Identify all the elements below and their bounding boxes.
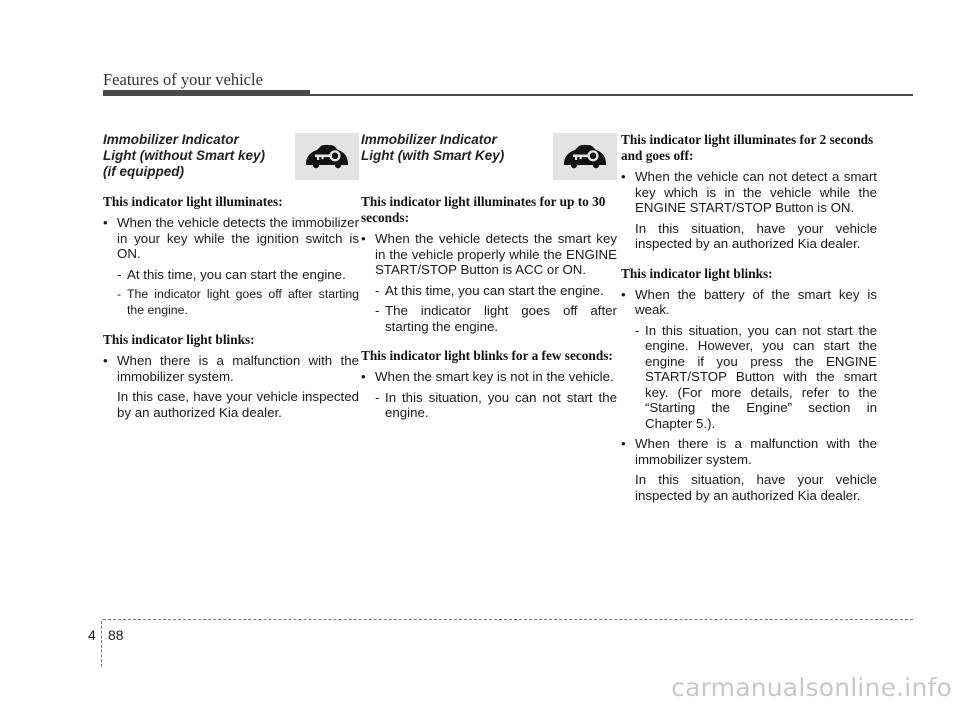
immobilizer-key-car-icon [295,133,359,180]
sub-item: - At this time, you can start the engine. [117,266,346,282]
list-item: • When the smart key is not in the vehicle. [361,369,614,384]
column-immobilizer-with-smart-key [361,132,617,426]
paragraph: In this situation, have your vehicle inspected by an authorized Kia dealer. [635,472,877,503]
header-rule-thin [310,94,913,96]
lead-illuminates: This indicator light illuminates: [103,194,283,209]
lead-blinks: This indicator light blinks for a few seconds: [361,348,613,363]
sub-item: - The indicator light goes off after starting the engine. [117,287,359,317]
column-immobilizer-without-smart-key [103,132,359,425]
chapter-number: 4 [88,627,96,643]
lead-blinks: This indicator light blinks: [103,332,255,347]
list-item: • When there is a malfunction with the immobilizer system. [621,436,877,467]
immobilizer-key-car-icon [553,133,617,180]
list-item: • When there is a malfunction with the immobilizer system. [103,353,359,384]
footer-rule [103,619,913,620]
sub-item: - The indicator light goes off after starting the engine. [375,303,617,334]
list-item: • When the vehicle detects the immobilizer in your key while the ignition switch is ON. [103,215,359,261]
paragraph: In this case, have your vehicle inspected by an authorized Kia dealer. [117,389,359,420]
lead-illuminates: This indicator light illuminates for up to 30 seconds: [361,194,606,225]
list-item: • When the vehicle detects the smart key in the vehicle properly while the ENGINE START/STOP Button is ACC or ON. [361,231,617,277]
list-item: • When the vehicle can not detect a smart key which is in the vehicle while the ENGINE START/STOP Button is ON. [621,169,877,215]
header-rule-thick [103,90,310,96]
page-number: 88 [108,627,124,643]
section-heading-row [361,132,617,194]
watermark: carmanualsonline.info [671,673,952,702]
list-item: • When the battery of the smart key is weak. [621,286,877,317]
lead-blinks: This indicator light blinks: [621,265,773,281]
sub-item: - In this situation, you can not start the engine. However, you can start the engine if you press the ENGINE START/STOP Button with the smart key. (For more details, refer to the “Starting the Engine” section in Chapter 5.). [635,322,877,431]
sub-item: - In this situation, you can not start the engine. [375,389,617,420]
column-smart-key-continued [621,132,877,508]
lead-illuminates: This indicator light illuminates for 2 seconds and goes off: [621,132,874,163]
section-heading: Immobilizer Indicator Light (with Smart Key) [361,132,505,163]
section-heading: Immobilizer Indicator Light (without Smart key) (if equipped) [103,132,265,179]
paragraph: In this situation, have your vehicle inspected by an authorized Kia dealer. [635,220,877,251]
sub-item: - At this time, you can start the engine. [375,282,604,298]
footer-divider [101,621,102,667]
header-title: Features of your vehicle [103,70,263,89]
section-heading-row [103,132,359,194]
